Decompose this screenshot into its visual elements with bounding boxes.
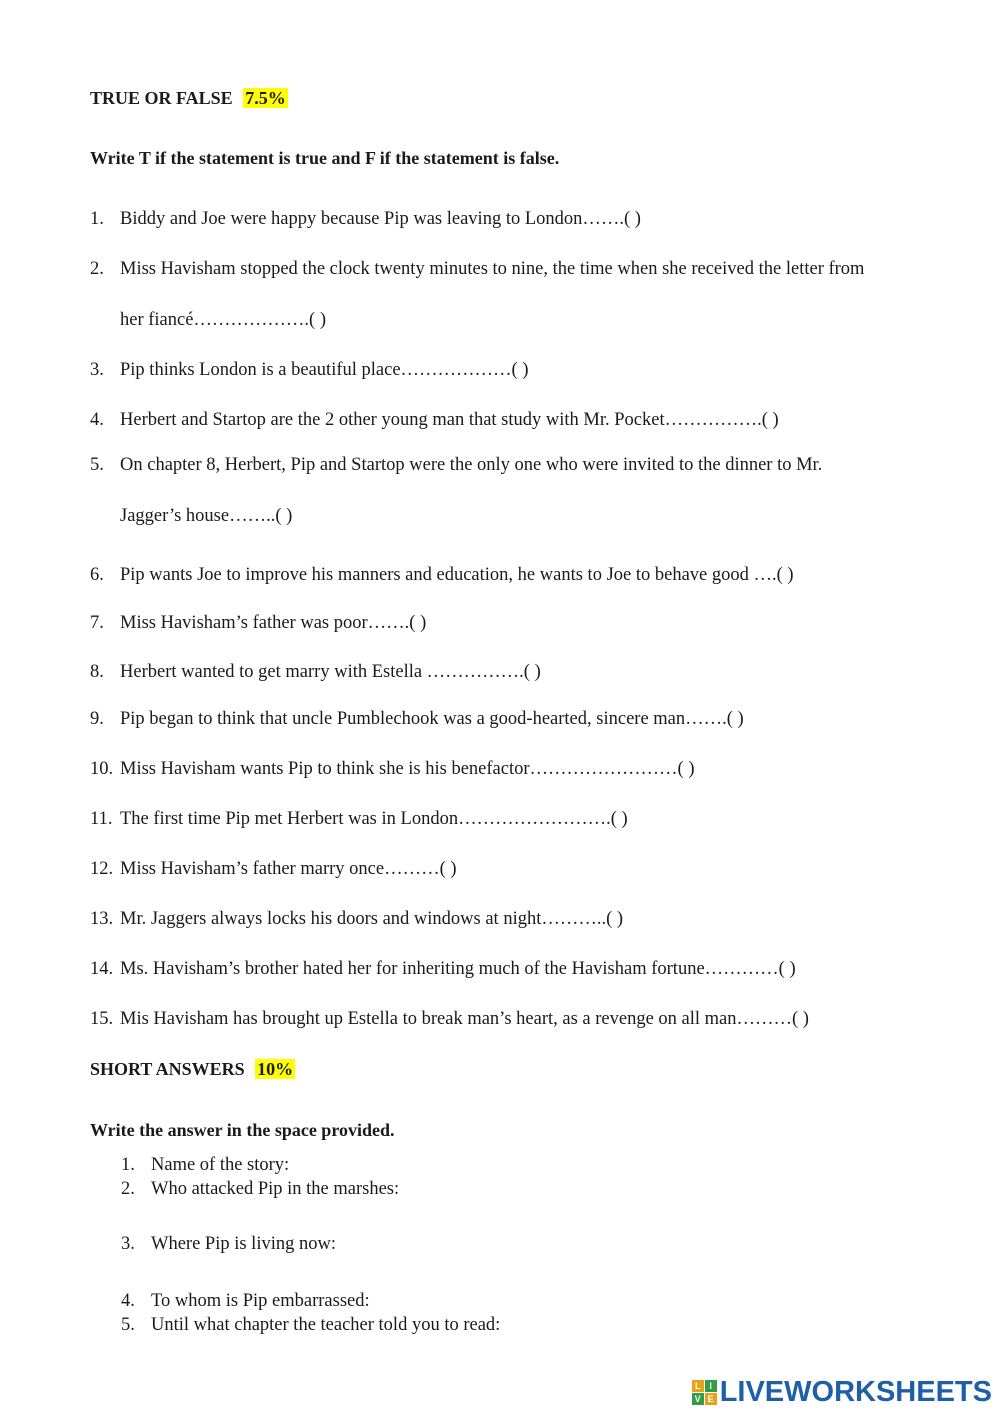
- tf-instruction: Write T if the statement is true and F if the statement is false.: [90, 148, 560, 168]
- tf-item: 5. On chapter 8, Herbert, Pip and Startop were the only one who were invited to the dinner to Mr.: [90, 455, 823, 475]
- tf-item: 2. Miss Havisham stopped the clock twenty minutes to nine, the time when she received the letter from: [90, 259, 865, 279]
- tf-item: 3. Pip thinks London is a beautiful place………………( ): [90, 360, 529, 380]
- logo-mark-icon: L I V E: [692, 1380, 718, 1406]
- liveworksheets-logo: [692, 1376, 992, 1409]
- tf-heading-text: TRUE OR FALSE: [90, 88, 233, 108]
- sa-instruction: Write the answer in the space provided.: [90, 1120, 395, 1140]
- sa-item: 3. Where Pip is living now:: [121, 1234, 336, 1254]
- sa-heading-text: SHORT ANSWERS: [90, 1059, 245, 1079]
- tf-item: 10. Miss Havisham wants Pip to think she is his benefactor……………………( ): [90, 759, 695, 779]
- tf-item: 15. Mis Havisham has brought up Estella to break man’s heart, as a revenge on all man………( ): [90, 1009, 809, 1029]
- tf-heading: [90, 88, 288, 109]
- tf-item-continuation: Jagger’s house……..( ): [120, 506, 293, 526]
- logo-text: LIVEWORKSHEETS: [719, 1376, 992, 1408]
- tf-item: 7. Miss Havisham’s father was poor…….( ): [90, 613, 427, 633]
- tf-item: 1. Biddy and Joe were happy because Pip was leaving to London…….( ): [90, 209, 641, 229]
- tf-item: 11. The first time Pip met Herbert was in London…………………….( ): [90, 809, 628, 829]
- tf-item-continuation: her fiancé……………….( ): [120, 310, 327, 330]
- sa-item: 4. To whom is Pip embarrassed:: [121, 1291, 370, 1311]
- tf-item: 14. Ms. Havisham’s brother hated her for inheriting much of the Havisham fortune…………( ): [90, 959, 796, 979]
- tf-item: 6. Pip wants Joe to improve his manners and education, he wants to Joe to behave good ….( ): [90, 565, 794, 585]
- tf-percent-badge: 7.5%: [245, 88, 286, 108]
- tf-item: 12. Miss Havisham’s father marry once………( ): [90, 859, 457, 879]
- tf-item: 8. Herbert wanted to get marry with Estella …………….( ): [90, 662, 541, 682]
- tf-item: 13. Mr. Jaggers always locks his doors and windows at night………..( ): [90, 909, 624, 929]
- sa-percent-badge: 10%: [257, 1059, 294, 1079]
- sa-item: 5. Until what chapter the teacher told you to read:: [121, 1315, 501, 1335]
- tf-item: 4. Herbert and Startop are the 2 other young man that study with Mr. Pocket…………….( ): [90, 410, 779, 430]
- sa-item: 2. Who attacked Pip in the marshes:: [121, 1179, 400, 1199]
- tf-item: 9. Pip began to think that uncle Pumblechook was a good-hearted, sincere man…….( ): [90, 709, 744, 729]
- sa-item: 1. Name of the story:: [121, 1155, 290, 1175]
- sa-heading: [90, 1059, 295, 1080]
